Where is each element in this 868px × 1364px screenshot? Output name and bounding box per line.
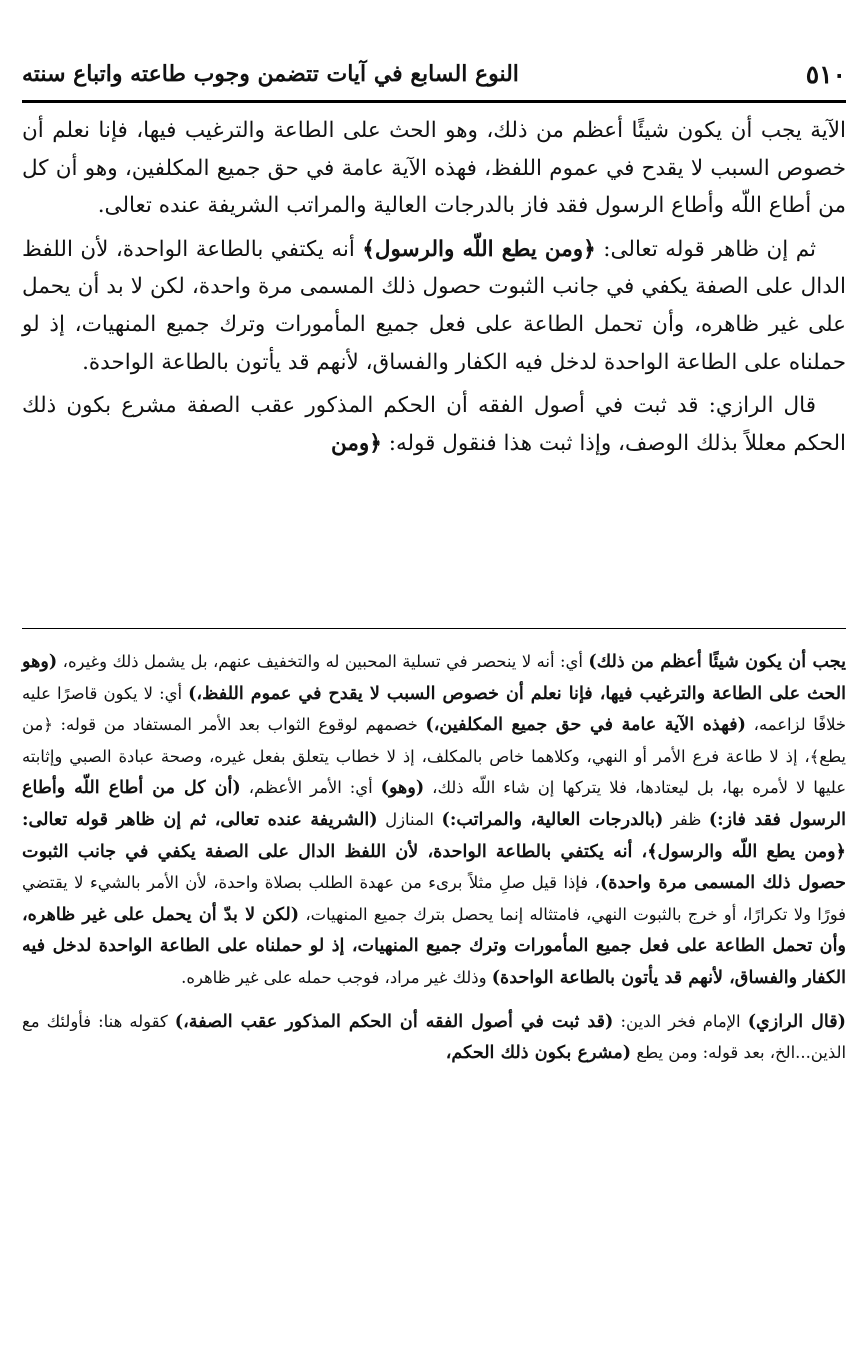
commentary-bold: (وهو الحث على الطاعة والترغيب فيها، فإنا نعلم أن خصوص السبب لا يقدح في عموم اللفظ،): [22, 651, 846, 704]
commentary-bold: (قد ثبت في أصول الفقه أن الحكم المذكور عقب الصفة،): [174, 1010, 614, 1032]
page-number: ٥١٠: [805, 59, 846, 89]
footnote-separator: [22, 628, 846, 629]
commentary-paragraph-1: [22, 646, 846, 994]
main-p2-text: ثم إن ظاهر قوله تعالى:: [595, 236, 816, 262]
commentary-bold: (أن كل من أطاع اللّه وأطاع الرسول فقد فاز:): [22, 777, 847, 830]
commentary-text: كقوله هنا: فأولئك مع الذين...الخ، بعد قوله: ومن يطع: [22, 1011, 846, 1063]
running-header: [22, 54, 846, 94]
commentary-paragraph-2: [22, 1006, 846, 1069]
commentary-text: خصمهم لوقوع الثواب بعد الأمر المستفاد من قوله: ﴿من يطع﴾، إذ لا طاعة فرع الأمر أو النهي، وكلاهما خاص بالمكلف، إذ لا خطاب يتعلق بفعل غيره، وصحة عبادة الصبي وإثابته عليها لا لأمره بها، بل ليعتادها، فلا يتركها إن شاء اللّه ذلك،: [22, 715, 846, 798]
main-p3-text: قال الرازي: قد ثبت في أصول الفقه أن الحكم المذكور عقب الصفة مشرع بكون ذلك الحكم معللاً بذلك الوصف، وإذا ثبت هذا فنقول قوله:: [22, 393, 846, 456]
commentary-text: المنازل: [377, 809, 442, 829]
main-paragraph-3: [22, 387, 846, 462]
commentary-text: أي: الأمر الأعظم،: [240, 778, 381, 798]
main-text: [22, 112, 846, 468]
commentary-bold: (قال الرازي): [747, 1010, 846, 1032]
header-rule: [22, 100, 846, 103]
commentary: [22, 646, 846, 1081]
main-paragraph-1: الآية يجب أن يكون شيئًا أعظم من ذلك، وهو الحث على الطاعة والترغيب فيها، فإنا نعلم أن خصوص السبب لا يقدح في عموم اللفظ، فهذه الآية عامة في حق جميع المكلفين، وهو أن كل من أطاع اللّه وأطاع الرسول فقد فاز بالدرجات العالية والمراتب الشريفة عنده تعالى.: [22, 118, 846, 219]
commentary-bold: (بالدرجات العالية، والمراتب:): [441, 808, 664, 830]
commentary-bold: يجب أن يكون شيئًا أعظم من ذلك): [588, 651, 846, 672]
quran-quote: ﴿ومن يطع اللّه والرسول﴾: [362, 236, 596, 262]
commentary-bold: (وهو): [380, 777, 425, 799]
main-paragraph-2: [22, 231, 846, 381]
commentary-bold: (الشريفة عنده تعالى، ثم إن ظاهر قوله تعالى: ﴿ومن يطع اللّه والرسول﴾، أنه يكتفي بالطاعة الواحدة، لأن اللفظ الدال على الصفة يكفي في جانب الثبوت حصول ذلك المسمى مرة واحدة): [22, 808, 846, 894]
quran-quote-start: ﴿ومن: [331, 430, 382, 456]
header-title: النوع السابع في آيات تتضمن وجوب طاعته واتباع سنته: [22, 61, 519, 87]
main-p2-text-cont: أنه يكتفي بالطاعة الواحدة، لأن اللفظ الدال على الصفة يكفي في جانب الثبوت حصول ذلك المسمى مرة واحدة، لكن لا بد أن يحمل على غير ظاهره، وأن تحمل الطاعة على فعل جميع المأمورات وترك جميع المنهيات، إذ لو حملناه على الطاعة الواحدة لدخل فيه الكفار والفساق، لأنهم قد يأتون بالطاعة الواحدة.: [22, 236, 846, 375]
commentary-bold: (فهذه الآية عامة في حق جميع المكلفين،): [425, 714, 746, 736]
commentary-text: أي: أنه لا ينحصر في تسلية المحبين له والتخفيف عنهم، بل يشمل ذلك وغيره،: [57, 652, 589, 671]
commentary-text: الإمام فخر الدين:: [613, 1011, 748, 1031]
commentary-bold: (لكن لا بدّ أن يحمل على غير ظاهره، وأن تحمل الطاعة على فعل جميع المأمورات وترك جميع المنهيات، إذ لو حملناه على الطاعة الواحدة لدخل فيه الكفار والفساق، لأنهم قد يأتون بالطاعة الواحدة): [22, 903, 846, 988]
document-page: [22, 0, 846, 1364]
commentary-bold: (مشرع بكون ذلك الحكم،: [445, 1042, 632, 1064]
commentary-text: أي: لا يكون قاصرًا عليه خلافًا لزاعمه،: [22, 683, 846, 735]
commentary-text: ظفر: [663, 809, 709, 829]
commentary-text: وذلك غير مراد، فوجب حمله على غير ظاهره.: [181, 967, 492, 987]
commentary-text: ، فإذا قيل صلِ مثلاً برىء من عهدة الطلب بصلاة واحدة، لأن الأمر بالشيء لا يقتضي فورًا ولا تكرارًا، أو خرج بالثبوت النهي، فامتثاله إنما يحصل بترك جميع المنهيات،: [22, 873, 846, 924]
